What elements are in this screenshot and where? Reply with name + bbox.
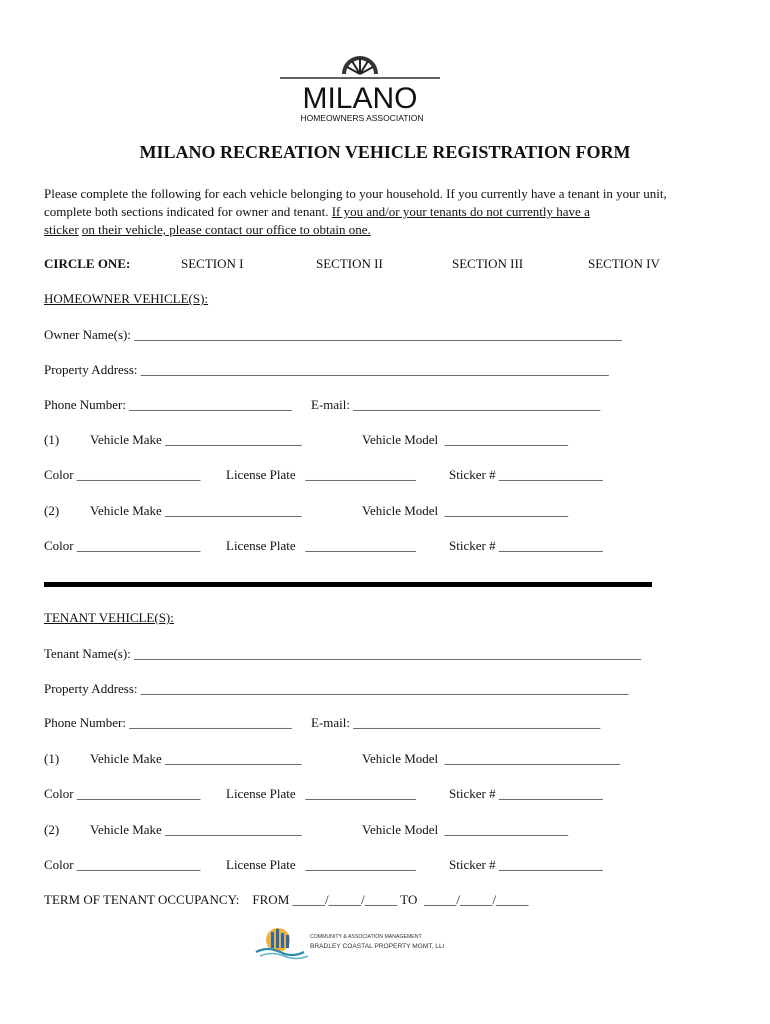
intro-line-2-underlined: If you and/or your tenants do not currently have a	[331, 204, 590, 219]
form-title: MILANO RECREATION VEHICLE REGISTRATION FORM	[139, 142, 631, 162]
owner-vehicle-1-color[interactable]: Color ___________________	[44, 467, 201, 482]
intro-line-2	[44, 204, 590, 220]
tenant-vehicle-2-sticker[interactable]: Sticker # ________________	[449, 857, 603, 872]
owner-name-field[interactable]: Owner Name(s): ___________________________________________________________________________	[44, 327, 622, 342]
tenant-vehicle-2-number: (2)	[44, 822, 60, 837]
tenant-vehicle-1-number: (1)	[44, 751, 60, 766]
circle-one-label: CIRCLE ONE:	[44, 256, 131, 271]
homeowner-heading: HOMEOWNER VEHICLE(S):	[44, 291, 209, 306]
tenant-vehicle-2-color[interactable]: Color ___________________	[44, 857, 201, 872]
owner-vehicle-1-model[interactable]: Vehicle Model ___________________	[362, 432, 569, 447]
tenant-name-field[interactable]: Tenant Name(s): ______________________________________________________________________________	[44, 646, 642, 661]
intro-line-3	[44, 222, 371, 238]
tenant-vehicle-1-plate[interactable]: License Plate _________________	[226, 786, 416, 801]
shell-logo-icon	[270, 50, 450, 130]
tenant-vehicle-1-sticker[interactable]: Sticker # ________________	[449, 786, 603, 801]
milano-logo	[270, 50, 450, 130]
owner-vehicle-2-make[interactable]: Vehicle Make _____________________	[90, 503, 302, 518]
tenant-vehicle-2-model[interactable]: Vehicle Model ___________________	[362, 822, 569, 837]
owner-vehicle-1-sticker[interactable]: Sticker # ________________	[449, 467, 603, 482]
owner-vehicle-1-plate[interactable]: License Plate _________________	[226, 467, 416, 482]
owner-vehicle-1-make[interactable]: Vehicle Make _____________________	[90, 432, 302, 447]
section-option-3[interactable]: SECTION III	[452, 256, 524, 271]
footer-logo-line-1: COMMUNITY & ASSOCIATION MANAGEMENT	[310, 934, 422, 940]
tenant-vehicle-2-make[interactable]: Vehicle Make _____________________	[90, 822, 302, 837]
section-option-1[interactable]: SECTION I	[181, 256, 244, 271]
tenant-heading: TENANT VEHICLE(S):	[44, 610, 174, 625]
tenant-address-field[interactable]: Property Address: ___________________________________________________________________________	[44, 681, 629, 696]
intro-line-2-plain: complete both sections indicated for owner and tenant.	[44, 204, 332, 219]
tenant-email-field[interactable]: E-mail: ______________________________________	[311, 715, 601, 730]
owner-vehicle-1-number: (1)	[44, 432, 60, 447]
owner-phone-field[interactable]: Phone Number: _________________________	[44, 397, 292, 412]
tenant-occupancy-term[interactable]: TERM OF TENANT OCCUPANCY: FROM _____/_____/_____ TO _____/_____/_____	[44, 892, 529, 907]
building-logo-icon	[254, 924, 444, 960]
tenant-vehicle-1-make[interactable]: Vehicle Make _____________________	[90, 751, 302, 766]
management-logo	[254, 924, 444, 960]
owner-vehicle-2-number: (2)	[44, 503, 60, 518]
logo-tagline: HOMEOWNERS ASSOCIATION	[300, 113, 424, 123]
owner-vehicle-2-model[interactable]: Vehicle Model ___________________	[362, 503, 569, 518]
tenant-vehicle-2-plate[interactable]: License Plate _________________	[226, 857, 416, 872]
owner-vehicle-2-plate[interactable]: License Plate _________________	[226, 538, 416, 553]
intro-line-1: Please complete the following for each vehicle belonging to your household. If you currently have a tenant in your unit,	[44, 186, 667, 201]
owner-vehicle-2-sticker[interactable]: Sticker # ________________	[449, 538, 603, 553]
logo-name: MILANO	[302, 82, 418, 115]
owner-vehicle-2-color[interactable]: Color ___________________	[44, 538, 201, 553]
owner-email-field[interactable]: E-mail: ______________________________________	[311, 397, 601, 412]
section-option-2[interactable]: SECTION II	[316, 256, 383, 271]
section-option-4[interactable]: SECTION IV	[588, 256, 660, 271]
intro-line-3-b: on their vehicle, please contact our office to obtain one.	[81, 222, 371, 237]
section-divider	[44, 582, 652, 587]
tenant-vehicle-1-color[interactable]: Color ___________________	[44, 786, 201, 801]
intro-line-3-a: sticker	[44, 222, 79, 237]
tenant-phone-field[interactable]: Phone Number: _________________________	[44, 715, 292, 730]
owner-address-field[interactable]: Property Address: ________________________________________________________________________	[44, 362, 609, 377]
tenant-vehicle-1-model[interactable]: Vehicle Model ___________________________	[362, 751, 621, 766]
footer-logo-line-2: BRADLEY COASTAL PROPERTY MGMT, LLC	[310, 943, 444, 950]
